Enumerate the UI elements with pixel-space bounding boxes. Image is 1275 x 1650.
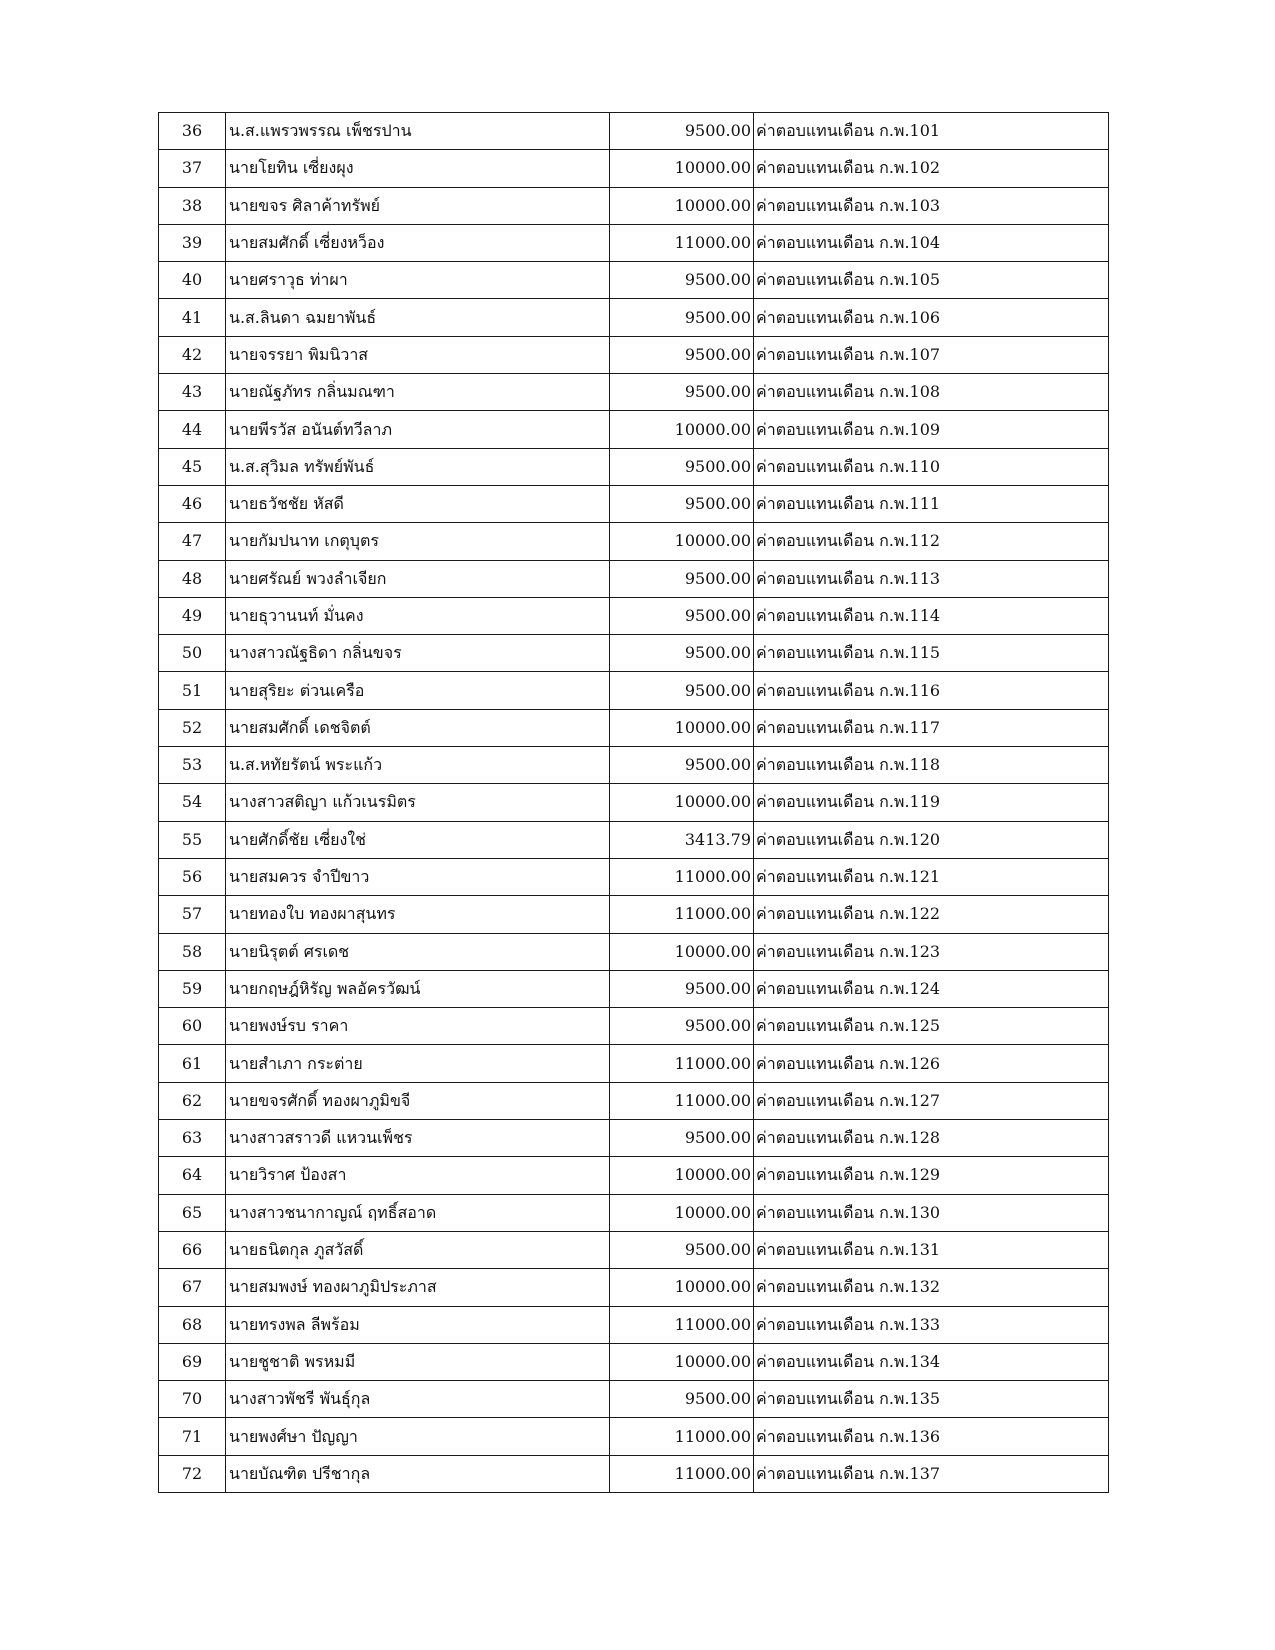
amount-cell: 11000.00 bbox=[610, 1045, 754, 1082]
table-row bbox=[159, 933, 1109, 970]
payment-description-cell: ค่าตอบแทนเดือน ก.พ.113 bbox=[754, 560, 1109, 597]
amount-cell: 9500.00 bbox=[610, 597, 754, 634]
amount-cell: 10000.00 bbox=[610, 187, 754, 224]
amount-cell: 9500.00 bbox=[610, 374, 754, 411]
amount-cell: 11000.00 bbox=[610, 1418, 754, 1455]
payment-table-body bbox=[159, 113, 1109, 1493]
table-row bbox=[159, 1381, 1109, 1418]
payment-description-cell: ค่าตอบแทนเดือน ก.พ.136 bbox=[754, 1418, 1109, 1455]
payment-description-cell: ค่าตอบแทนเดือน ก.พ.133 bbox=[754, 1306, 1109, 1343]
payment-description-cell: ค่าตอบแทนเดือน ก.พ.129 bbox=[754, 1157, 1109, 1194]
payment-description-cell: ค่าตอบแทนเดือน ก.พ.112 bbox=[754, 523, 1109, 560]
payee-name-cell: นายจรรยา พิมนิวาส bbox=[226, 336, 610, 373]
amount-cell: 9500.00 bbox=[610, 336, 754, 373]
payee-name-cell: นายศรัณย์ พวงลำเจียก bbox=[226, 560, 610, 597]
row-number-cell: 68 bbox=[159, 1306, 226, 1343]
payee-name-cell: น.ส.ลินดา ฉมยาพันธ์ bbox=[226, 299, 610, 336]
row-number-cell: 52 bbox=[159, 709, 226, 746]
table-row bbox=[159, 635, 1109, 672]
table-row bbox=[159, 1306, 1109, 1343]
row-number-cell: 54 bbox=[159, 784, 226, 821]
payee-name-cell: น.ส.สุวิมล ทรัพย์พันธ์ bbox=[226, 448, 610, 485]
amount-cell: 3413.79 bbox=[610, 821, 754, 858]
table-row bbox=[159, 336, 1109, 373]
table-row bbox=[159, 187, 1109, 224]
row-number-cell: 72 bbox=[159, 1455, 226, 1492]
amount-cell: 9500.00 bbox=[610, 448, 754, 485]
payment-description-cell: ค่าตอบแทนเดือน ก.พ.128 bbox=[754, 1120, 1109, 1157]
payment-description-cell: ค่าตอบแทนเดือน ก.พ.104 bbox=[754, 224, 1109, 261]
payee-name-cell: นายสุริยะ ต่วนเครือ bbox=[226, 672, 610, 709]
payment-description-cell: ค่าตอบแทนเดือน ก.พ.108 bbox=[754, 374, 1109, 411]
payment-description-cell: ค่าตอบแทนเดือน ก.พ.123 bbox=[754, 933, 1109, 970]
payee-name-cell: นายชูชาติ พรหมมี bbox=[226, 1343, 610, 1380]
amount-cell: 11000.00 bbox=[610, 1306, 754, 1343]
payee-name-cell: น.ส.แพรวพรรณ เพ็ชรปาน bbox=[226, 113, 610, 150]
payment-description-cell: ค่าตอบแทนเดือน ก.พ.117 bbox=[754, 709, 1109, 746]
row-number-cell: 39 bbox=[159, 224, 226, 261]
row-number-cell: 37 bbox=[159, 150, 226, 187]
payee-name-cell: นายบัณฑิต ปรีชากุล bbox=[226, 1455, 610, 1492]
table-row bbox=[159, 1157, 1109, 1194]
amount-cell: 10000.00 bbox=[610, 150, 754, 187]
payee-name-cell: นายพีรวัส อนันต์ทวีลาภ bbox=[226, 411, 610, 448]
amount-cell: 11000.00 bbox=[610, 858, 754, 895]
row-number-cell: 63 bbox=[159, 1120, 226, 1157]
payment-description-cell: ค่าตอบแทนเดือน ก.พ.118 bbox=[754, 747, 1109, 784]
payee-name-cell: นางสาวสราวดี แหวนเพ็ชร bbox=[226, 1120, 610, 1157]
payee-name-cell: นายกฤษฎ์หิรัญ พลอัครวัฒน์ bbox=[226, 970, 610, 1007]
table-row bbox=[159, 1194, 1109, 1231]
payee-name-cell: นายธวัชชัย หัสดี bbox=[226, 485, 610, 522]
row-number-cell: 49 bbox=[159, 597, 226, 634]
payment-description-cell: ค่าตอบแทนเดือน ก.พ.125 bbox=[754, 1008, 1109, 1045]
payee-name-cell: นายศักดิ์ชัย เซี่ยงใช่ bbox=[226, 821, 610, 858]
row-number-cell: 48 bbox=[159, 560, 226, 597]
amount-cell: 10000.00 bbox=[610, 1343, 754, 1380]
payee-name-cell: นายกัมปนาท เกตุบุตร bbox=[226, 523, 610, 560]
payee-name-cell: นายพงษ์รบ ราคา bbox=[226, 1008, 610, 1045]
payee-name-cell: นายสมศักดิ์ เซี่ยงหว็อง bbox=[226, 224, 610, 261]
table-row bbox=[159, 597, 1109, 634]
table-row bbox=[159, 1045, 1109, 1082]
table-row bbox=[159, 784, 1109, 821]
payment-description-cell: ค่าตอบแทนเดือน ก.พ.120 bbox=[754, 821, 1109, 858]
amount-cell: 9500.00 bbox=[610, 560, 754, 597]
payment-description-cell: ค่าตอบแทนเดือน ก.พ.119 bbox=[754, 784, 1109, 821]
payment-description-cell: ค่าตอบแทนเดือน ก.พ.121 bbox=[754, 858, 1109, 895]
payment-description-cell: ค่าตอบแทนเดือน ก.พ.130 bbox=[754, 1194, 1109, 1231]
table-row bbox=[159, 1455, 1109, 1492]
payment-description-cell: ค่าตอบแทนเดือน ก.พ.107 bbox=[754, 336, 1109, 373]
row-number-cell: 36 bbox=[159, 113, 226, 150]
amount-cell: 9500.00 bbox=[610, 299, 754, 336]
table-row bbox=[159, 858, 1109, 895]
payee-name-cell: นางสาวสติญา แก้วเนรมิตร bbox=[226, 784, 610, 821]
payment-description-cell: ค่าตอบแทนเดือน ก.พ.106 bbox=[754, 299, 1109, 336]
amount-cell: 11000.00 bbox=[610, 224, 754, 261]
amount-cell: 11000.00 bbox=[610, 1082, 754, 1119]
payee-name-cell: นายธนิตกุล ภูสวัสดิ์ bbox=[226, 1231, 610, 1268]
payee-name-cell: นายนิรุตต์ ศรเดช bbox=[226, 933, 610, 970]
amount-cell: 9500.00 bbox=[610, 1008, 754, 1045]
amount-cell: 10000.00 bbox=[610, 933, 754, 970]
row-number-cell: 64 bbox=[159, 1157, 226, 1194]
row-number-cell: 61 bbox=[159, 1045, 226, 1082]
row-number-cell: 41 bbox=[159, 299, 226, 336]
payee-name-cell: นางสาวชนากาญณ์ ฤทธิ์สอาด bbox=[226, 1194, 610, 1231]
payee-name-cell: น.ส.หทัยรัตน์ พระแก้ว bbox=[226, 747, 610, 784]
table-row bbox=[159, 485, 1109, 522]
payment-description-cell: ค่าตอบแทนเดือน ก.พ.114 bbox=[754, 597, 1109, 634]
amount-cell: 9500.00 bbox=[610, 747, 754, 784]
amount-cell: 9500.00 bbox=[610, 672, 754, 709]
payee-name-cell: นายทองใบ ทองผาสุนทร bbox=[226, 896, 610, 933]
amount-cell: 10000.00 bbox=[610, 1157, 754, 1194]
row-number-cell: 50 bbox=[159, 635, 226, 672]
payment-description-cell: ค่าตอบแทนเดือน ก.พ.101 bbox=[754, 113, 1109, 150]
row-number-cell: 71 bbox=[159, 1418, 226, 1455]
amount-cell: 10000.00 bbox=[610, 1269, 754, 1306]
amount-cell: 11000.00 bbox=[610, 896, 754, 933]
amount-cell: 9500.00 bbox=[610, 113, 754, 150]
payment-description-cell: ค่าตอบแทนเดือน ก.พ.134 bbox=[754, 1343, 1109, 1380]
payee-name-cell: นายสมศักดิ์ เดชจิตต์ bbox=[226, 709, 610, 746]
table-row bbox=[159, 1082, 1109, 1119]
row-number-cell: 53 bbox=[159, 747, 226, 784]
table-row bbox=[159, 224, 1109, 261]
payment-description-cell: ค่าตอบแทนเดือน ก.พ.115 bbox=[754, 635, 1109, 672]
payment-description-cell: ค่าตอบแทนเดือน ก.พ.137 bbox=[754, 1455, 1109, 1492]
amount-cell: 9500.00 bbox=[610, 635, 754, 672]
amount-cell: 10000.00 bbox=[610, 709, 754, 746]
table-row bbox=[159, 411, 1109, 448]
payment-description-cell: ค่าตอบแทนเดือน ก.พ.135 bbox=[754, 1381, 1109, 1418]
row-number-cell: 51 bbox=[159, 672, 226, 709]
payment-description-cell: ค่าตอบแทนเดือน ก.พ.124 bbox=[754, 970, 1109, 1007]
table-row bbox=[159, 113, 1109, 150]
amount-cell: 9500.00 bbox=[610, 1120, 754, 1157]
row-number-cell: 65 bbox=[159, 1194, 226, 1231]
amount-cell: 10000.00 bbox=[610, 784, 754, 821]
row-number-cell: 58 bbox=[159, 933, 226, 970]
table-row bbox=[159, 448, 1109, 485]
row-number-cell: 59 bbox=[159, 970, 226, 1007]
row-number-cell: 70 bbox=[159, 1381, 226, 1418]
table-row bbox=[159, 1231, 1109, 1268]
payment-description-cell: ค่าตอบแทนเดือน ก.พ.127 bbox=[754, 1082, 1109, 1119]
payee-name-cell: นายวิราศ ป้องสา bbox=[226, 1157, 610, 1194]
table-row bbox=[159, 896, 1109, 933]
amount-cell: 10000.00 bbox=[610, 1194, 754, 1231]
row-number-cell: 38 bbox=[159, 187, 226, 224]
payee-name-cell: นายสำเภา กระต่าย bbox=[226, 1045, 610, 1082]
payment-description-cell: ค่าตอบแทนเดือน ก.พ.132 bbox=[754, 1269, 1109, 1306]
table-row bbox=[159, 1418, 1109, 1455]
row-number-cell: 43 bbox=[159, 374, 226, 411]
table-row bbox=[159, 747, 1109, 784]
payment-table bbox=[158, 112, 1109, 1493]
payee-name-cell: นายขจรศักดิ์ ทองผาภูมิขจี bbox=[226, 1082, 610, 1119]
table-row bbox=[159, 672, 1109, 709]
table-row bbox=[159, 374, 1109, 411]
table-row bbox=[159, 821, 1109, 858]
row-number-cell: 44 bbox=[159, 411, 226, 448]
row-number-cell: 66 bbox=[159, 1231, 226, 1268]
payment-description-cell: ค่าตอบแทนเดือน ก.พ.111 bbox=[754, 485, 1109, 522]
row-number-cell: 42 bbox=[159, 336, 226, 373]
payee-name-cell: นายศราวุธ ท่าผา bbox=[226, 262, 610, 299]
row-number-cell: 47 bbox=[159, 523, 226, 560]
table-row bbox=[159, 970, 1109, 1007]
table-row bbox=[159, 299, 1109, 336]
table-row bbox=[159, 560, 1109, 597]
table-row bbox=[159, 150, 1109, 187]
row-number-cell: 62 bbox=[159, 1082, 226, 1119]
row-number-cell: 67 bbox=[159, 1269, 226, 1306]
table-row bbox=[159, 523, 1109, 560]
amount-cell: 11000.00 bbox=[610, 1455, 754, 1492]
table-row bbox=[159, 1008, 1109, 1045]
payee-name-cell: นายทรงพล ลีพร้อม bbox=[226, 1306, 610, 1343]
payment-description-cell: ค่าตอบแทนเดือน ก.พ.109 bbox=[754, 411, 1109, 448]
payee-name-cell: นายโยทิน เซี่ยงผุง bbox=[226, 150, 610, 187]
payee-name-cell: นายธุวานนท์ มั่นคง bbox=[226, 597, 610, 634]
amount-cell: 9500.00 bbox=[610, 1381, 754, 1418]
row-number-cell: 40 bbox=[159, 262, 226, 299]
table-row bbox=[159, 262, 1109, 299]
payee-name-cell: นายณัฐภัทร กลิ่นมณฑา bbox=[226, 374, 610, 411]
amount-cell: 10000.00 bbox=[610, 523, 754, 560]
payee-name-cell: นายสมควร จำปีขาว bbox=[226, 858, 610, 895]
payee-name-cell: นายสมพงษ์ ทองผาภูมิประภาส bbox=[226, 1269, 610, 1306]
table-row bbox=[159, 1343, 1109, 1380]
payment-description-cell: ค่าตอบแทนเดือน ก.พ.105 bbox=[754, 262, 1109, 299]
amount-cell: 9500.00 bbox=[610, 1231, 754, 1268]
payment-description-cell: ค่าตอบแทนเดือน ก.พ.131 bbox=[754, 1231, 1109, 1268]
row-number-cell: 60 bbox=[159, 1008, 226, 1045]
row-number-cell: 55 bbox=[159, 821, 226, 858]
payee-name-cell: นายพงศ์ษา ปัญญา bbox=[226, 1418, 610, 1455]
payment-description-cell: ค่าตอบแทนเดือน ก.พ.122 bbox=[754, 896, 1109, 933]
row-number-cell: 46 bbox=[159, 485, 226, 522]
row-number-cell: 56 bbox=[159, 858, 226, 895]
payee-name-cell: นายขจร ศิลาค้าทรัพย์ bbox=[226, 187, 610, 224]
payee-name-cell: นางสาวณัฐธิดา กลิ่นขจร bbox=[226, 635, 610, 672]
row-number-cell: 69 bbox=[159, 1343, 226, 1380]
table-row bbox=[159, 709, 1109, 746]
row-number-cell: 57 bbox=[159, 896, 226, 933]
amount-cell: 9500.00 bbox=[610, 485, 754, 522]
amount-cell: 9500.00 bbox=[610, 970, 754, 1007]
table-row bbox=[159, 1120, 1109, 1157]
row-number-cell: 45 bbox=[159, 448, 226, 485]
amount-cell: 10000.00 bbox=[610, 411, 754, 448]
amount-cell: 9500.00 bbox=[610, 262, 754, 299]
table-row bbox=[159, 1269, 1109, 1306]
payment-description-cell: ค่าตอบแทนเดือน ก.พ.103 bbox=[754, 187, 1109, 224]
payee-name-cell: นางสาวพัชรี พันธุ์กุล bbox=[226, 1381, 610, 1418]
payment-description-cell: ค่าตอบแทนเดือน ก.พ.102 bbox=[754, 150, 1109, 187]
payment-description-cell: ค่าตอบแทนเดือน ก.พ.110 bbox=[754, 448, 1109, 485]
payment-description-cell: ค่าตอบแทนเดือน ก.พ.126 bbox=[754, 1045, 1109, 1082]
payment-description-cell: ค่าตอบแทนเดือน ก.พ.116 bbox=[754, 672, 1109, 709]
